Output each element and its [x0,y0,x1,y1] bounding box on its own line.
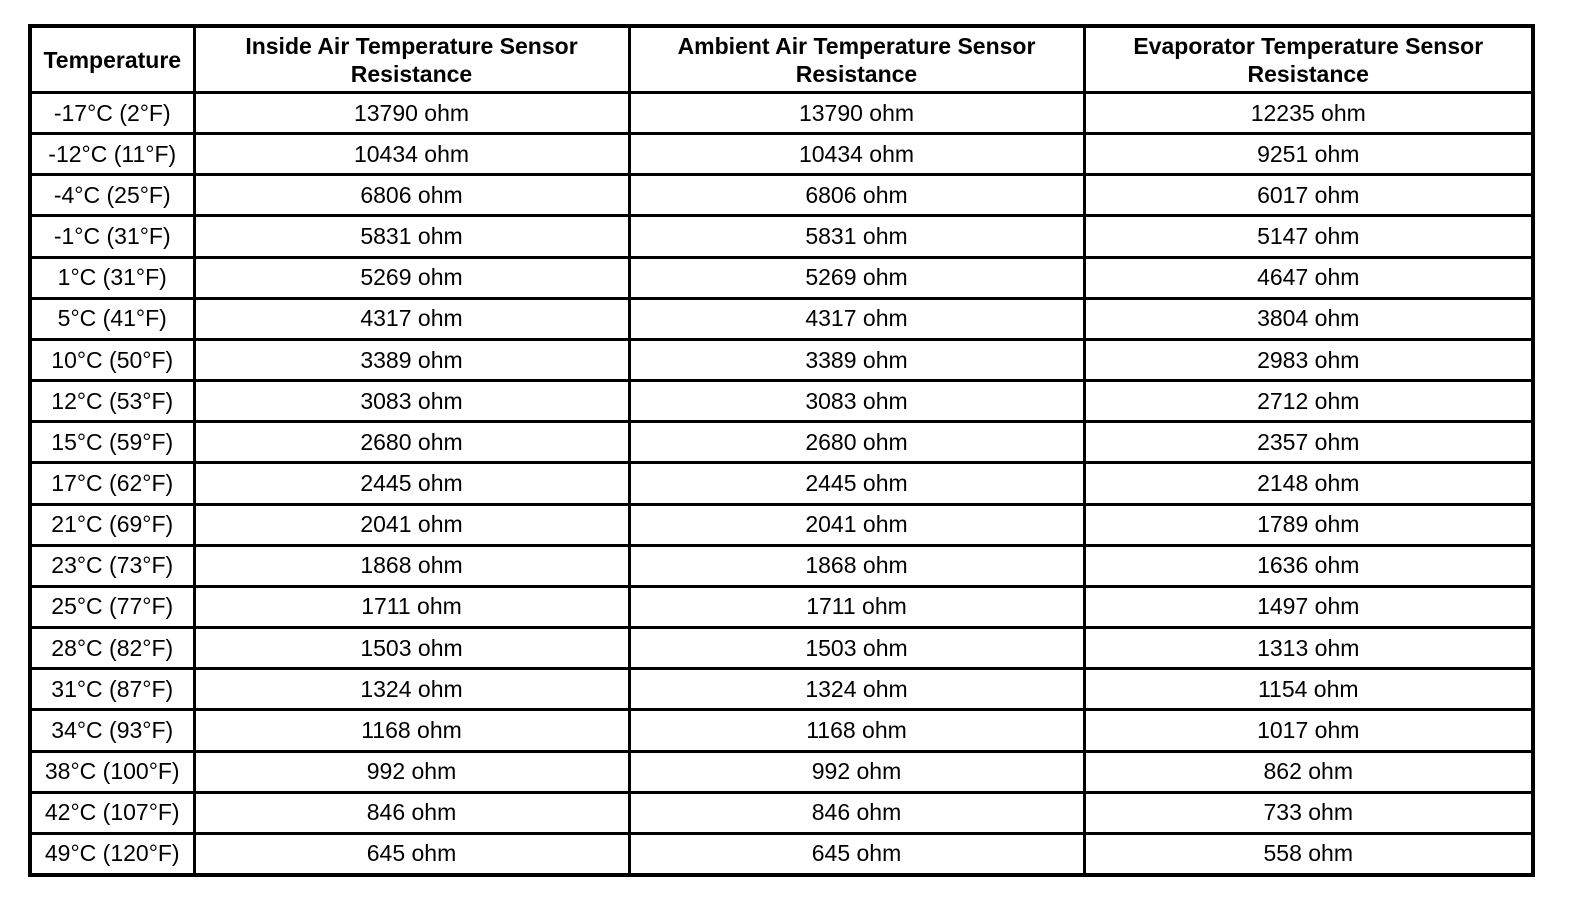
table-row [30,628,1533,669]
table-row [30,175,1533,216]
cell-ambient-air-resistance: 3083 ohm [629,381,1084,422]
cell-ambient-air-resistance: 846 ohm [629,792,1084,833]
cell-ambient-air-resistance: 6806 ohm [629,175,1084,216]
cell-inside-air-resistance: 1324 ohm [194,669,629,710]
cell-evaporator-resistance: 2357 ohm [1084,422,1533,463]
cell-temperature: 49°C (120°F) [30,833,194,875]
cell-inside-air-resistance: 2041 ohm [194,504,629,545]
cell-temperature: 34°C (93°F) [30,710,194,751]
table-row [30,792,1533,833]
cell-temperature: 31°C (87°F) [30,669,194,710]
cell-ambient-air-resistance: 1868 ohm [629,545,1084,586]
cell-inside-air-resistance: 5269 ohm [194,257,629,298]
cell-inside-air-resistance: 1868 ohm [194,545,629,586]
cell-evaporator-resistance: 1636 ohm [1084,545,1533,586]
cell-evaporator-resistance: 4647 ohm [1084,257,1533,298]
cell-temperature: 21°C (69°F) [30,504,194,545]
cell-ambient-air-resistance: 2445 ohm [629,463,1084,504]
cell-temperature: 15°C (59°F) [30,422,194,463]
table-row [30,586,1533,627]
cell-evaporator-resistance: 558 ohm [1084,833,1533,875]
cell-evaporator-resistance: 12235 ohm [1084,93,1533,134]
cell-ambient-air-resistance: 2680 ohm [629,422,1084,463]
cell-evaporator-resistance: 5147 ohm [1084,216,1533,257]
cell-ambient-air-resistance: 4317 ohm [629,298,1084,339]
cell-evaporator-resistance: 2983 ohm [1084,339,1533,380]
table-row [30,339,1533,380]
header-ambient-air-resistance: Ambient Air Temperature Sensor Resistance [629,26,1084,93]
cell-ambient-air-resistance: 5831 ohm [629,216,1084,257]
cell-evaporator-resistance: 1497 ohm [1084,586,1533,627]
cell-ambient-air-resistance: 5269 ohm [629,257,1084,298]
cell-ambient-air-resistance: 2041 ohm [629,504,1084,545]
table-row [30,504,1533,545]
cell-temperature: -12°C (11°F) [30,134,194,175]
cell-evaporator-resistance: 1313 ohm [1084,628,1533,669]
cell-inside-air-resistance: 1168 ohm [194,710,629,751]
cell-ambient-air-resistance: 1324 ohm [629,669,1084,710]
table-row [30,216,1533,257]
header-temperature: Temperature [30,26,194,93]
cell-evaporator-resistance: 3804 ohm [1084,298,1533,339]
cell-inside-air-resistance: 4317 ohm [194,298,629,339]
cell-inside-air-resistance: 3083 ohm [194,381,629,422]
cell-evaporator-resistance: 2712 ohm [1084,381,1533,422]
cell-temperature: 25°C (77°F) [30,586,194,627]
cell-inside-air-resistance: 2445 ohm [194,463,629,504]
table-row [30,134,1533,175]
cell-evaporator-resistance: 2148 ohm [1084,463,1533,504]
table-row [30,710,1533,751]
cell-ambient-air-resistance: 645 ohm [629,833,1084,875]
cell-inside-air-resistance: 2680 ohm [194,422,629,463]
cell-temperature: 12°C (53°F) [30,381,194,422]
cell-evaporator-resistance: 9251 ohm [1084,134,1533,175]
table-row [30,422,1533,463]
cell-temperature: 23°C (73°F) [30,545,194,586]
cell-evaporator-resistance: 6017 ohm [1084,175,1533,216]
table-row [30,257,1533,298]
table-row [30,669,1533,710]
cell-evaporator-resistance: 862 ohm [1084,751,1533,792]
cell-ambient-air-resistance: 1711 ohm [629,586,1084,627]
table-row [30,833,1533,875]
cell-ambient-air-resistance: 1168 ohm [629,710,1084,751]
cell-temperature: 5°C (41°F) [30,298,194,339]
cell-temperature: 42°C (107°F) [30,792,194,833]
cell-ambient-air-resistance: 10434 ohm [629,134,1084,175]
cell-inside-air-resistance: 645 ohm [194,833,629,875]
cell-temperature: 1°C (31°F) [30,257,194,298]
cell-evaporator-resistance: 1789 ohm [1084,504,1533,545]
cell-evaporator-resistance: 733 ohm [1084,792,1533,833]
cell-evaporator-resistance: 1017 ohm [1084,710,1533,751]
cell-temperature: -17°C (2°F) [30,93,194,134]
cell-inside-air-resistance: 10434 ohm [194,134,629,175]
table-row [30,93,1533,134]
table-row [30,381,1533,422]
cell-temperature: 17°C (62°F) [30,463,194,504]
cell-ambient-air-resistance: 13790 ohm [629,93,1084,134]
cell-ambient-air-resistance: 1503 ohm [629,628,1084,669]
cell-inside-air-resistance: 5831 ohm [194,216,629,257]
table-row [30,463,1533,504]
table-row [30,751,1533,792]
cell-temperature: 28°C (82°F) [30,628,194,669]
cell-temperature: 10°C (50°F) [30,339,194,380]
cell-ambient-air-resistance: 3389 ohm [629,339,1084,380]
cell-inside-air-resistance: 1503 ohm [194,628,629,669]
cell-temperature: 38°C (100°F) [30,751,194,792]
cell-temperature: -1°C (31°F) [30,216,194,257]
sensor-resistance-table [28,24,1535,877]
cell-inside-air-resistance: 992 ohm [194,751,629,792]
table-row [30,298,1533,339]
header-inside-air-resistance: Inside Air Temperature Sensor Resistance [194,26,629,93]
cell-inside-air-resistance: 846 ohm [194,792,629,833]
cell-temperature: -4°C (25°F) [30,175,194,216]
cell-ambient-air-resistance: 992 ohm [629,751,1084,792]
cell-inside-air-resistance: 3389 ohm [194,339,629,380]
table-body [30,93,1533,876]
table-row [30,545,1533,586]
cell-inside-air-resistance: 6806 ohm [194,175,629,216]
header-evaporator-resistance: Evaporator Temperature Sensor Resistance [1084,26,1533,93]
cell-inside-air-resistance: 13790 ohm [194,93,629,134]
header-row [30,26,1533,93]
cell-inside-air-resistance: 1711 ohm [194,586,629,627]
cell-evaporator-resistance: 1154 ohm [1084,669,1533,710]
